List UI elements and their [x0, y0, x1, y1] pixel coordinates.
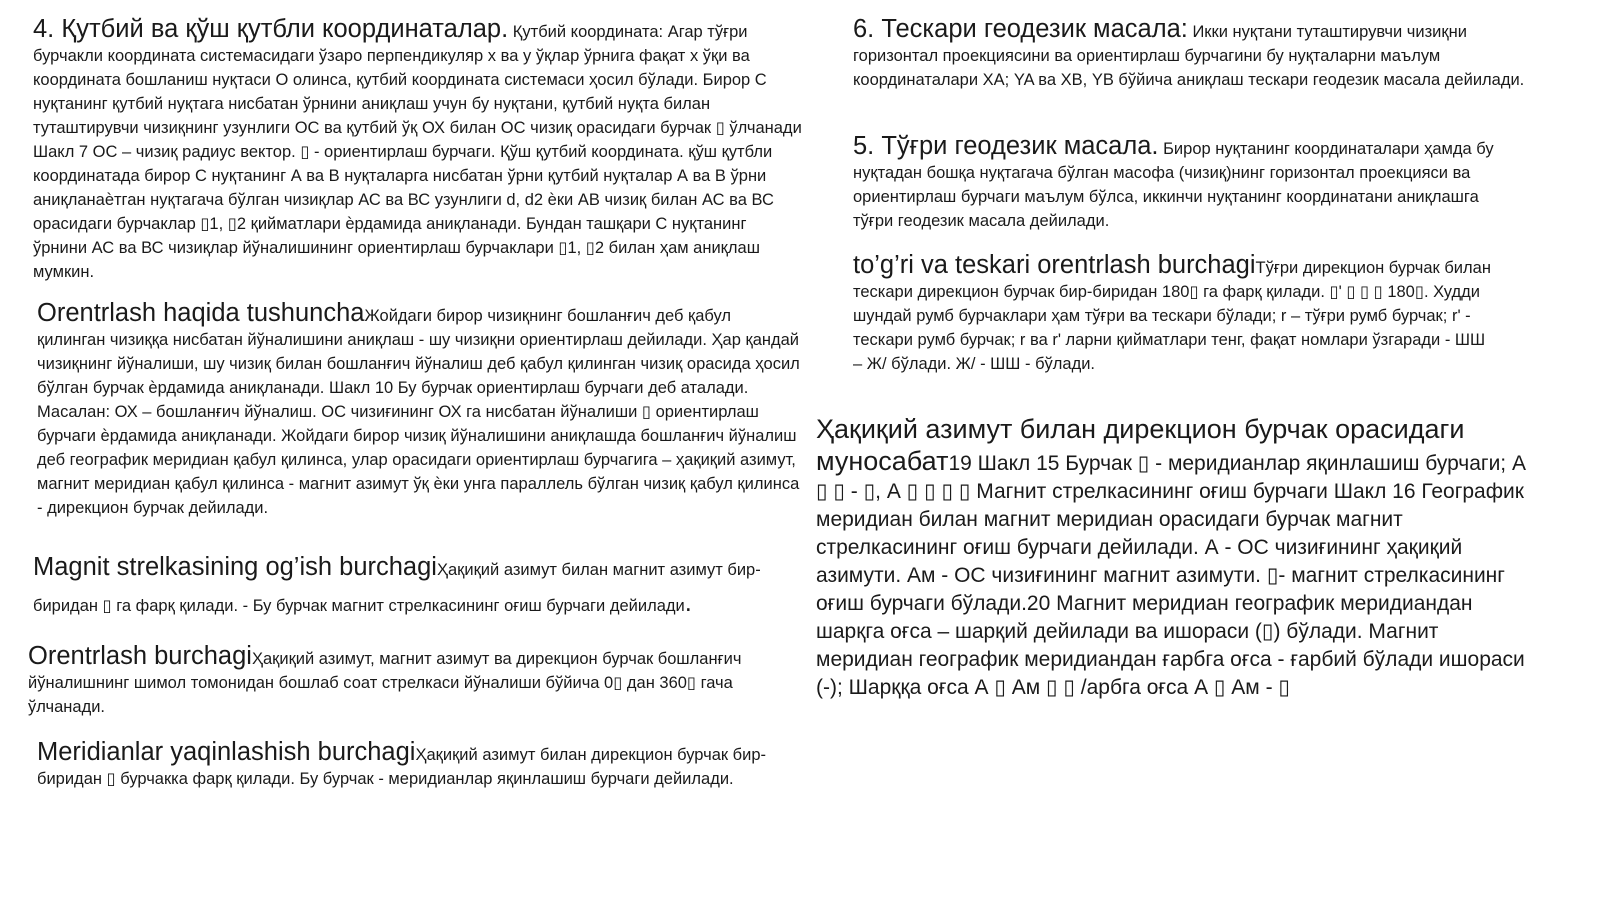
section-body: Қутбий координата: Агар тўғри бурчакли координата системасидаги ўзаро перпендикуляр х ва у ўқлар ўрнига фақат х ўқи ва координата бошланиш нуқтаси О олинса, қутбий координата системаси ҳосил бўлади. Бирор С нуқтанинг қутбий нуқтага нисбатан ўрнини аниқлаш учун бу нуқтани, қутбий нуқта билан туташтирувчи чизиқнинг узунлиги ОС ва қутбий ўқ ОХ билан ОС чизиқ орасидаги бурчак ▯ ўлчанади Шакл 7 ОС – чизиқ радиус вектор. ▯ - ориентирлаш бурчаги. Қўш қутбий координата. қўш қутбли координатада бирор С нуқтанинг А ва В нуқталарга нисбатан ўрни қутбий нуқталар А ва В ўрни аниқланаѐтган нуқтагача бўлган чизиқлар АС ва ВС узунлиги d, d2 ѐки АВ чизиқ билан АС ва ВС орасидаги бурчаклар ▯1, ▯2 қийматлари ѐрдамида аниқланади. Бундан ташқари С нуқтанинг ўрнини АС ва ВС чизиқлар йўналишининг ориентирлаш бурчаклари ▯1, ▯2 билан ҳам аниқлаш мумкин.	[33, 23, 802, 281]
section-meridian-convergence	[37, 737, 797, 791]
section-heading: Magnit strelkasining og’ish burchagi	[33, 553, 437, 581]
section-direct-geodetic-problem	[853, 131, 1513, 233]
section-body: Ҳақиқий азимут, магнит азимут ва дирекцион бурчак бошланғич йўналишнинг шимол томонидан бошлаб соат стрелкаси йўналиши бўйича 0▯ дан 360▯ гача ўлчанади.	[28, 650, 742, 716]
section-azimuth-relationship	[816, 414, 1536, 702]
section-body: 19 Шакл 15 Бурчак ▯ - меридианлар яқинлашиш бурчаги; А ▯ ▯ - ▯, А ▯ ▯ ▯ ▯ Магнит стрелкасининг оғиш бурчаги Шакл 16 Географик меридиан билан магнит меридиан орасидаги бурчак магнит стрелкасининг оғиш бурчаги дейилади. А - ОС чизиғининг ҳақиқий азимути. Ам - ОС чизиғининг магнит азимути. ▯- магнит стрелкасининг оғиш бурчаги бўлади.20 Магнит меридиан географик меридиандан шарқга оғса – шарқий дейилади ва ишораси (▯) бўлади. Магнит меридиан географик меридиандан ғарбга оғса - ғарбий бўлади ишораси (-); Шарққа оғса А ▯ Ам ▯ ▯ /арбга оғса А ▯ Ам - ▯	[816, 452, 1526, 699]
section-tail: .	[684, 589, 692, 617]
section-heading: Meridianlar yaqinlashish burchagi	[37, 738, 416, 766]
section-body: Тўғри дирекцион бурчак билан тескари дирекцион бурчак бир-биридан 180▯ га фарқ қилади. ▯' ▯ ▯ ▯ 180▯. Худди шундай румб бурчаклари ҳам тўғри ва тескари бўлади; r – тўғри румб бурчак; r' - тескари румб бурчак; r ва r' ларни қийматлари тенг, фақат номлари ўзгаради - ШШ – Ж/ бўлади. Ж/ - ШШ - бўлади.	[853, 259, 1491, 373]
section-heading: 5. Тўғри геодезик масала.	[853, 132, 1159, 160]
section-heading: Orentrlash burchagi	[28, 642, 252, 670]
section-orientation-concept	[37, 298, 802, 520]
section-heading: to’g’ri va teskari orentrlash burchagi	[853, 251, 1256, 279]
section-polar-coordinates	[33, 14, 803, 284]
section-heading: Orentrlash haqida tushuncha	[37, 299, 365, 327]
section-body: Жойдаги бирор чизиқнинг бошланғич деб қабул қилинган чизиққа нисбатан йўналишини аниқлаш - шу чизиқни ориентирлаш дейилади. Ҳар қандай чизиқнинг йўналиши, шу чизиқ билан бошланғич йўналиш деб қабул қилинган чизиқ орасида ҳосил бўлган бурчак ѐрдамида аниқланади. Шакл 10 Бу бурчак ориентирлаш бурчаги деб аталади. Масалан: ОХ – бошланғич йўналиш. ОС чизиғининг ОХ га нисбатан йўналиши ▯ ориентирлаш бурчаги ѐрдамида аниқланади. Жойдаги бирор чизиқ йўналишини аниқлашда бошланғич йўналиш деб географик меридиан қабул қилинса, улар орасидаги ориентирлаш бурчагига – ҳақиқий азимут, магнит меридиан қабул қилинса - магнит азимут ўқ ѐки унга параллель бўлган чизиқ қабул қилинса - дирекцион бурчак дейилади.	[37, 307, 800, 517]
section-orientation-angle	[28, 641, 788, 719]
section-body: Ҳақиқий азимут билан дирекцион бурчак бир-биридан ▯ бурчакка фарқ қилади. Бу бурчак - меридианлар яқинлашиш бурчаги дейилади.	[37, 746, 767, 788]
section-forward-reverse-angle	[853, 250, 1493, 376]
section-body: Ҳақиқий азимут билан магнит азимут бир-биридан ▯ га фарқ қилади. - Бу бурчак магнит стрелкасининг оғиш бурчаги дейилади	[33, 561, 761, 615]
section-body: Бирор нуқтанинг координаталари ҳамда бу нуқтадан бошқа нуқтагача бўлган масофа (чизиқ)нинг горизонтал проекцияси ва ориентирлаш бурчаги маълум бўлса, иккинчи нуқтанинг координатани аниқлашга тўғри геодезик масала дейилади.	[853, 140, 1494, 230]
section-heading: 6. Тескари геодезик масала:	[853, 15, 1188, 43]
section-body: Икки нуқтани туташтирувчи чизиқни горизонтал проекциясини ва ориентирлаш бурчагини бу нуқталарни маълум координаталари ХА; YA ва ХВ, YВ бўйича аниқлаш тескари геодезик масала дейилади.	[853, 23, 1525, 89]
section-heading: Ҳақиқий азимут билан дирекцион бурчак орасидаги муносабат	[816, 414, 1465, 476]
section-magnetic-declination	[33, 552, 793, 624]
section-inverse-geodetic-problem	[853, 14, 1525, 92]
section-heading: 4. Қутбий ва қўш қутбли координаталар.	[33, 15, 509, 43]
